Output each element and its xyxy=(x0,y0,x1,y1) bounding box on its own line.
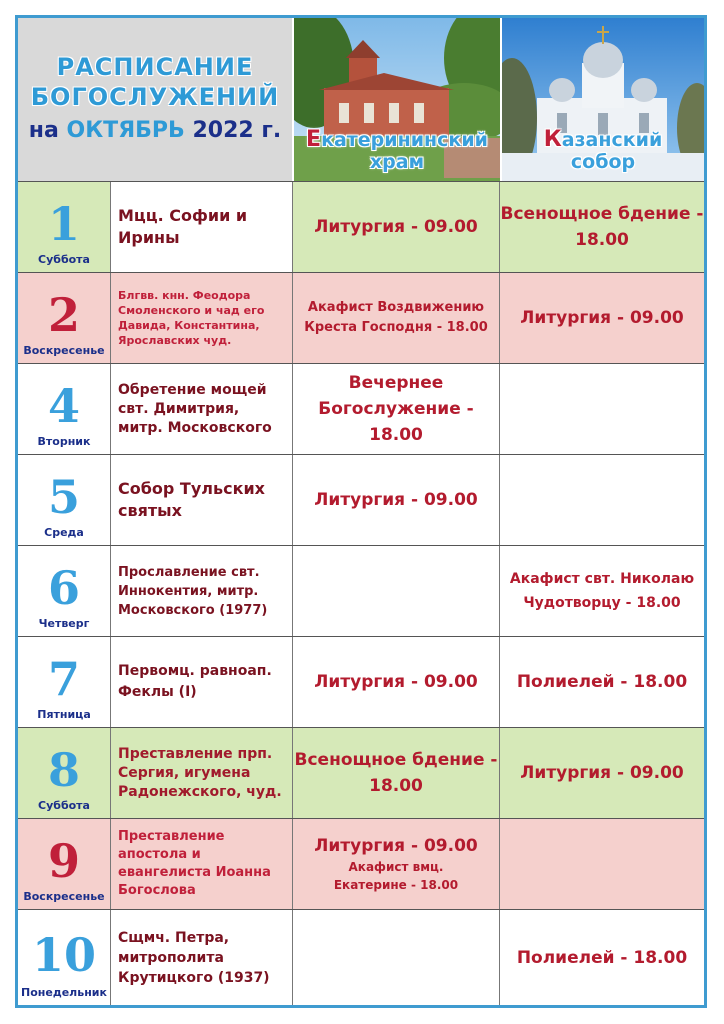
ekaterininsky-service-cell xyxy=(293,273,500,363)
day-number: 9 xyxy=(47,834,80,888)
kazansky-service-cell xyxy=(500,455,704,545)
saint-cell xyxy=(111,273,293,363)
day-number: 1 xyxy=(47,197,80,251)
day-number: 6 xyxy=(47,561,80,615)
church2-line2: собор xyxy=(570,151,636,173)
ekaterininsky-church-photo xyxy=(294,18,500,181)
kazansky-label xyxy=(502,129,704,173)
title-box xyxy=(18,18,292,181)
day-number: 8 xyxy=(47,743,80,797)
church1-rest: катерининский xyxy=(321,129,488,151)
saint-cell xyxy=(111,819,293,909)
title-line3 xyxy=(18,118,292,143)
table-row xyxy=(18,909,704,1005)
saint-text: Преставление апостола и евангелиста Иоанна Богослова xyxy=(118,829,271,898)
ekaterininsky-label xyxy=(294,129,500,173)
ekaterininsky-service-cell xyxy=(293,637,500,727)
service-text: Литургия - 09.00 xyxy=(314,672,478,692)
service-text: Акафист Воздвижению Креста Господня - 18.00 xyxy=(304,300,488,335)
kazansky-service-cell xyxy=(500,728,704,818)
service-text: Литургия - 09.00 xyxy=(314,836,478,856)
table-row xyxy=(18,727,704,818)
weekday: Среда xyxy=(44,526,84,539)
day-cell xyxy=(18,728,111,818)
title-line2: БОГОСЛУЖЕНИЙ xyxy=(30,83,280,111)
table-row xyxy=(18,272,704,363)
title-line1: РАСПИСАНИЕ xyxy=(56,53,254,81)
weekday: Суббота xyxy=(38,799,90,812)
title-prefix: на xyxy=(28,118,59,143)
day-cell xyxy=(18,546,111,636)
header xyxy=(18,18,704,181)
service-text: Литургия - 09.00 xyxy=(314,490,478,510)
service-text: Литургия - 09.00 xyxy=(520,308,684,328)
day-cell xyxy=(18,637,111,727)
table-row xyxy=(18,363,704,454)
day-cell xyxy=(18,910,111,1005)
saint-cell xyxy=(111,637,293,727)
service-text: Полиелей - 18.00 xyxy=(516,672,688,692)
kazansky-service-cell xyxy=(500,182,704,272)
saint-text: Собор Тульских святых xyxy=(118,479,265,520)
saint-cell xyxy=(111,546,293,636)
ekaterininsky-service-cell xyxy=(293,364,500,454)
table-row xyxy=(18,636,704,727)
day-number: 7 xyxy=(47,652,80,706)
day-number: 10 xyxy=(31,927,96,982)
day-number: 2 xyxy=(47,288,80,342)
kazansky-service-cell xyxy=(500,273,704,363)
table-row xyxy=(18,181,704,272)
church2-cap: К xyxy=(543,127,562,152)
table-row xyxy=(18,454,704,545)
day-cell xyxy=(18,455,111,545)
weekday: Четверг xyxy=(38,617,90,630)
saint-cell xyxy=(111,182,293,272)
ekaterininsky-service-cell xyxy=(293,455,500,545)
service-text: Литургия - 09.00 xyxy=(314,217,478,237)
weekday: Вторник xyxy=(37,435,91,448)
title-month: ОКТЯБРЬ xyxy=(66,118,185,143)
saint-text: Сщмч. Петра, митрополита Крутицкого (1937) xyxy=(118,929,270,986)
kazansky-service-cell xyxy=(500,364,704,454)
saint-text: Обретение мощей свт. Димитрия, митр. Московского xyxy=(118,381,272,436)
church2-rest: азанский xyxy=(561,129,663,151)
church1-line2: храм xyxy=(369,151,425,173)
service-text: Вечернее Богослужение - 18.00 xyxy=(318,373,474,445)
weekday: Воскресенье xyxy=(23,344,105,357)
kazansky-service-cell xyxy=(500,637,704,727)
ekaterininsky-service-cell xyxy=(293,182,500,272)
service-text: Полиелей - 18.00 xyxy=(516,947,688,968)
weekday: Воскресенье xyxy=(23,890,105,903)
service-text: Акафист свт. Николаю Чудотворцу - 18.00 xyxy=(509,571,695,611)
weekday: Понедельник xyxy=(21,986,107,999)
saint-cell xyxy=(111,728,293,818)
weekday: Пятница xyxy=(37,708,91,721)
service-text-secondary: Акафист вмц. Екатерине - 18.00 xyxy=(333,860,459,892)
day-cell xyxy=(18,273,111,363)
kazansky-service-cell xyxy=(500,910,704,1005)
weekday: Суббота xyxy=(38,253,90,266)
kazansky-service-cell xyxy=(500,546,704,636)
day-number: 4 xyxy=(47,379,80,433)
ekaterininsky-service-cell xyxy=(293,546,500,636)
day-number: 5 xyxy=(47,470,80,524)
saint-text: Прославление свт. Иннокентия, митр. Московского (1977) xyxy=(118,564,268,618)
church1-cap: Е xyxy=(306,127,322,152)
ekaterininsky-service-cell xyxy=(293,910,500,1005)
saint-text: Первомц. равноап. Феклы (I) xyxy=(118,663,272,700)
saint-cell xyxy=(111,364,293,454)
day-cell xyxy=(18,364,111,454)
saint-text: Блгвв. кнн. Феодора Смоленского и чад его Давида, Константина, Ярославских чуд. xyxy=(118,289,265,347)
saint-cell xyxy=(111,910,293,1005)
saint-text: Мцц. Софии и Ирины xyxy=(118,206,248,247)
service-text: Литургия - 09.00 xyxy=(520,763,684,783)
title-year: 2022 г. xyxy=(192,118,282,143)
kazansky-service-cell xyxy=(500,819,704,909)
kazansky-cathedral-photo xyxy=(502,18,704,181)
table-row xyxy=(18,545,704,636)
table-row xyxy=(18,818,704,909)
service-text: Всенощное бдение - 18.00 xyxy=(500,204,704,250)
ekaterininsky-service-cell xyxy=(293,728,500,818)
ekaterininsky-service-cell xyxy=(293,819,500,909)
service-text: Всенощное бдение - 18.00 xyxy=(294,750,498,796)
day-cell xyxy=(18,182,111,272)
saint-cell xyxy=(111,455,293,545)
day-cell xyxy=(18,819,111,909)
saint-text: Преставление прп. Сергия, игумена Радонежского, чуд. xyxy=(118,745,282,800)
